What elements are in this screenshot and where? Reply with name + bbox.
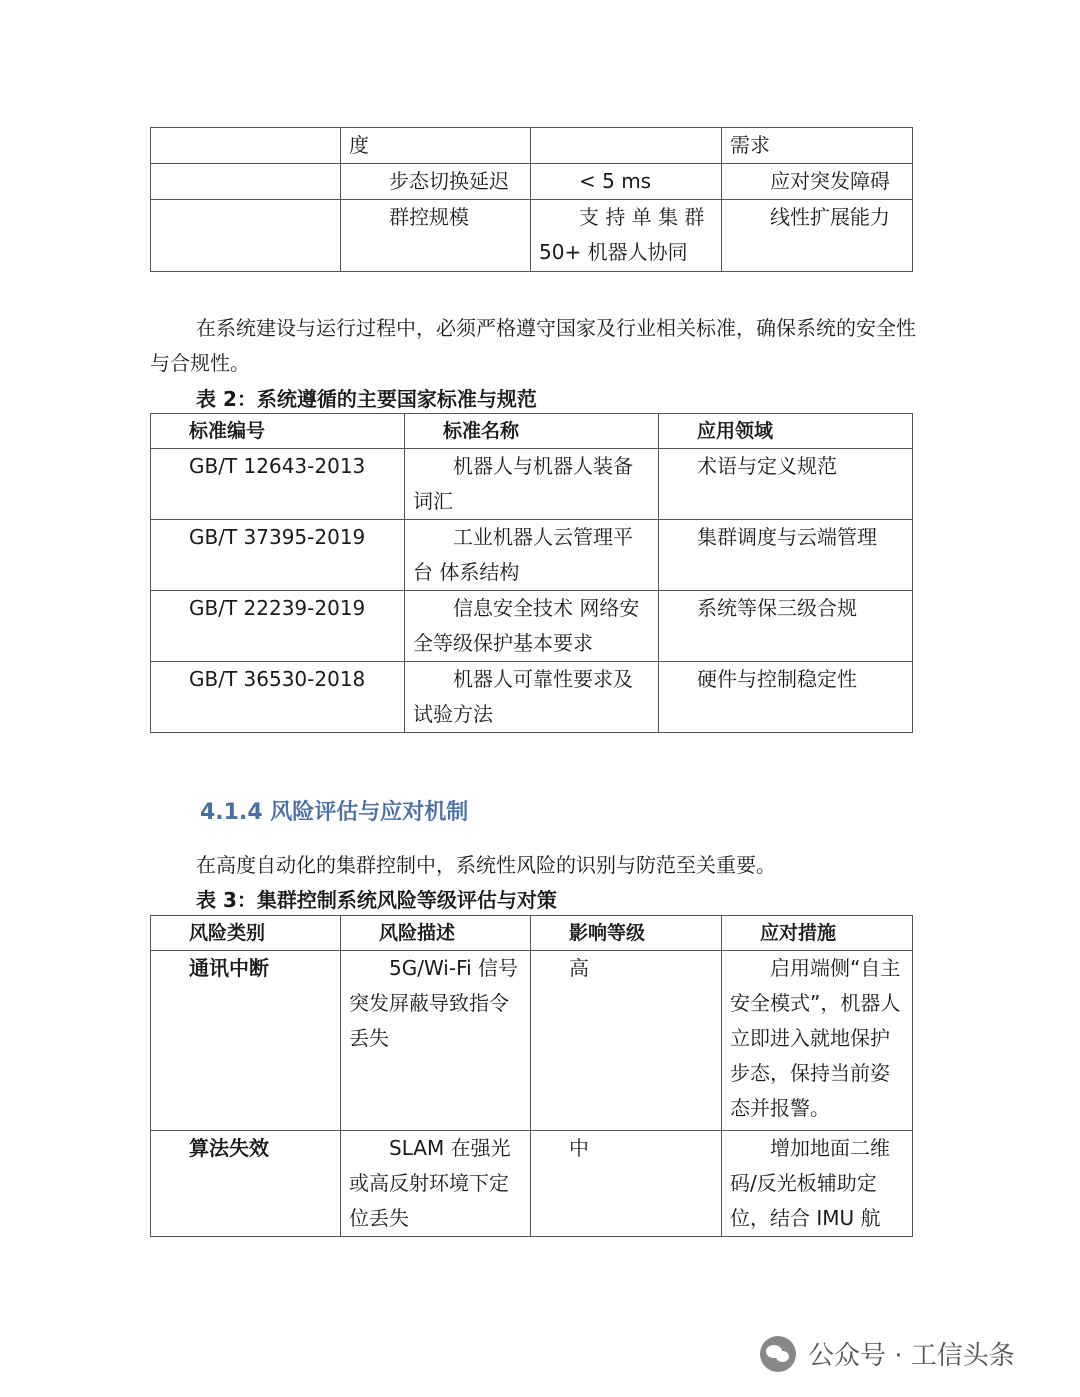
table-cell: 信息安全技术 网络安全等级保护基本要求 xyxy=(405,591,659,662)
header-cell: 影响等级 xyxy=(531,916,722,951)
table-cell: 群控规模 xyxy=(341,200,531,272)
table-cell: 应对突发障碍 xyxy=(722,164,913,200)
watermark xyxy=(760,1335,1015,1372)
table-cell: 增加地面二维码/反光板辅助定位，结合 IMU 航 xyxy=(722,1131,913,1237)
table-cell: GB/T 36530-2018 xyxy=(151,662,405,733)
table-cell: GB/T 22239-2019 xyxy=(151,591,405,662)
table-header-row xyxy=(151,414,913,449)
table-cell xyxy=(151,200,341,272)
table-cell xyxy=(151,128,341,164)
table-cell: 支 持 单 集 群 50+ 机器人协同 xyxy=(531,200,722,272)
table-cell: GB/T 12643-2013 xyxy=(151,449,405,520)
wechat-icon xyxy=(760,1336,796,1372)
table-cell: 启用端侧“自主安全模式”，机器人立即进入就地保护步态，保持当前姿态并报警。 xyxy=(722,951,913,1131)
table-row xyxy=(151,591,913,662)
table-cell: 步态切换延迟 xyxy=(341,164,531,200)
header-cell: 风险描述 xyxy=(341,916,531,951)
table-row xyxy=(151,449,913,520)
table3-caption: 表 3：集群控制系统风险等级评估与对策 xyxy=(196,888,557,912)
header-cell: 应用领域 xyxy=(659,414,913,449)
table-cell: 硬件与控制稳定性 xyxy=(659,662,913,733)
header-cell: 应对措施 xyxy=(722,916,913,951)
table-cell: 中 xyxy=(531,1131,722,1237)
table-row xyxy=(151,662,913,733)
table-cell: GB/T 37395-2019 xyxy=(151,520,405,591)
table-row xyxy=(151,200,913,272)
requirements-table-continued xyxy=(150,127,913,272)
table-cell: 需求 xyxy=(722,128,913,164)
compliance-paragraph: 在系统建设与运行过程中，必须严格遵守国家及行业相关标准，确保系统的安全性与合规性。 xyxy=(150,316,916,375)
table2-caption: 表 2：系统遵循的主要国家标准与规范 xyxy=(196,387,537,411)
watermark-text: 公众号 · 工信头条 xyxy=(808,1341,1015,1371)
table-cell: 机器人可靠性要求及试验方法 xyxy=(405,662,659,733)
table-cell: 术语与定义规范 xyxy=(659,449,913,520)
table-row xyxy=(151,951,913,1131)
table-cell: 线性扩展能力 xyxy=(722,200,913,272)
risk-table xyxy=(150,915,913,1237)
standards-table xyxy=(150,413,913,733)
table-cell: < 5 ms xyxy=(531,164,722,200)
header-cell: 标准名称 xyxy=(405,414,659,449)
table-cell: 通讯中断 xyxy=(151,951,341,1131)
header-cell: 风险类别 xyxy=(151,916,341,951)
table-cell: 机器人与机器人装备词汇 xyxy=(405,449,659,520)
risk-intro-paragraph: 在高度自动化的集群控制中，系统性风险的识别与防范至关重要。 xyxy=(196,853,776,877)
table-cell: 工业机器人云管理平台 体系结构 xyxy=(405,520,659,591)
table-cell: 高 xyxy=(531,951,722,1131)
header-cell: 标准编号 xyxy=(151,414,405,449)
table-cell: SLAM 在强光或高反射环境下定位丢失 xyxy=(341,1131,531,1237)
section-heading: 4.1.4 风险评估与应对机制 xyxy=(200,800,469,825)
table-row xyxy=(151,1131,913,1237)
table-row xyxy=(151,164,913,200)
table-cell: 集群调度与云端管理 xyxy=(659,520,913,591)
table-header-row xyxy=(151,916,913,951)
table-cell: 度 xyxy=(341,128,531,164)
table-cell: 5G/Wi-Fi 信号突发屏蔽导致指令丢失 xyxy=(341,951,531,1131)
table-row xyxy=(151,128,913,164)
table-cell: 系统等保三级合规 xyxy=(659,591,913,662)
table-cell xyxy=(151,164,341,200)
table-row xyxy=(151,520,913,591)
table-cell xyxy=(531,128,722,164)
table-cell: 算法失效 xyxy=(151,1131,341,1237)
